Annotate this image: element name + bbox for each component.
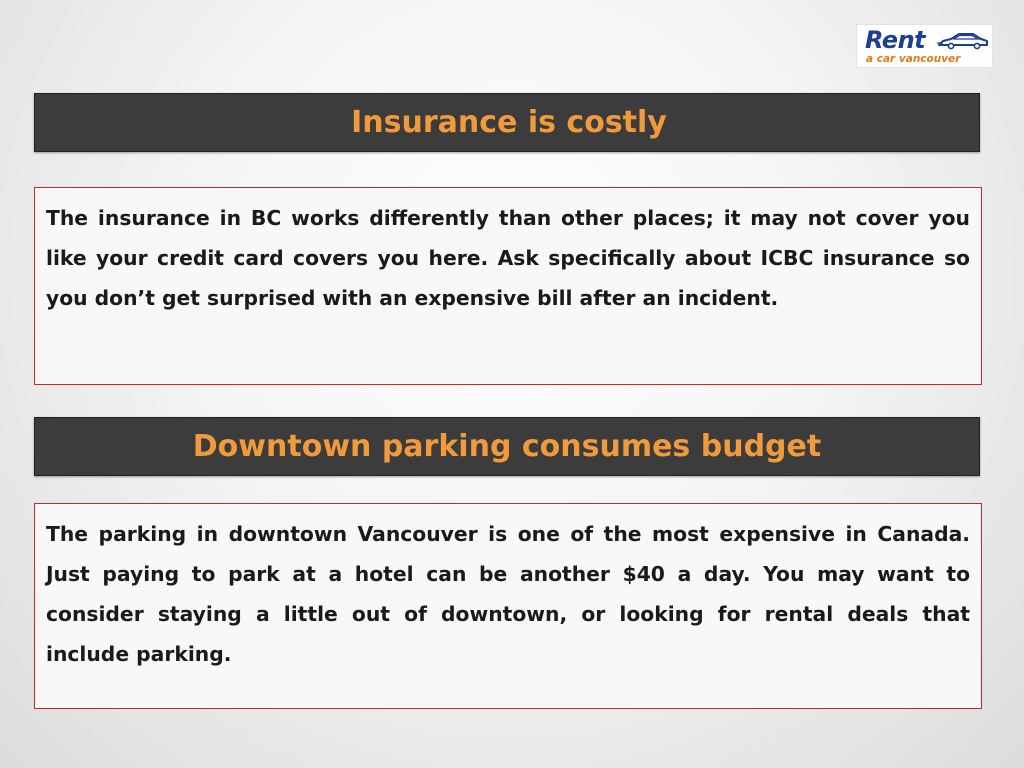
section-body-text: The insurance in BC works differently than other places; it may not cover you like your credit card covers you here. Ask specifically about ICBC insurance so you don’t get surprised with an expensive bill after an incident. [46, 206, 970, 310]
section-heading: Insurance is costly [351, 105, 667, 140]
logo-main-text: Rent [865, 26, 926, 54]
section-content-box [34, 187, 982, 385]
car-icon [937, 31, 989, 51]
rent-a-car-vancouver-logo [856, 24, 993, 68]
section-heading: Downtown parking consumes budget [192, 429, 822, 464]
logo-tagline: a car vancouver [866, 53, 961, 65]
section-heading-bar [34, 93, 980, 152]
section-heading-bar [34, 417, 980, 476]
section-content-box [34, 503, 982, 709]
section-body-text: The parking in downtown Vancouver is one of the most expensive in Canada. Just paying to park at a hotel can be another $40 a day. You may want to consider staying a little out of downtown, or looking for rental deals that include parking. [46, 522, 970, 666]
